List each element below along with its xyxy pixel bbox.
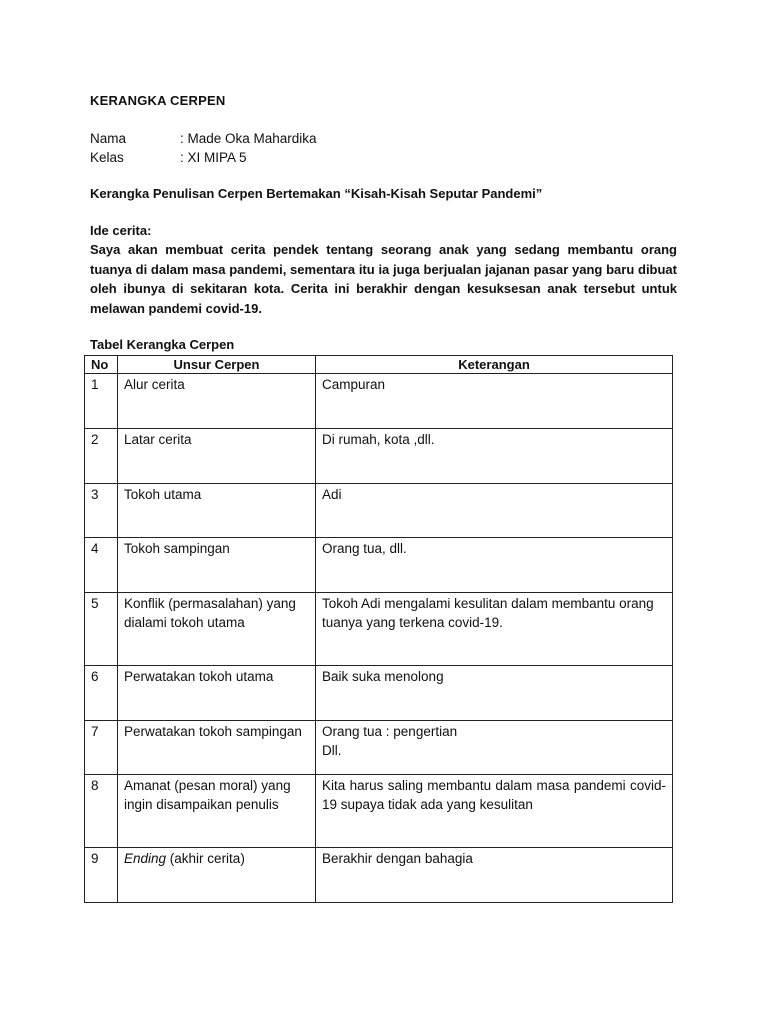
- row-no: 5: [85, 593, 118, 666]
- row-keterangan: Di rumah, kota ,dll.: [316, 429, 673, 484]
- row-no: 6: [85, 666, 118, 721]
- header-keterangan: Keterangan: [316, 356, 673, 374]
- row-unsur: Konflik (permasalahan) yang dialami tokoh utama: [118, 593, 316, 666]
- table-row: [85, 484, 673, 538]
- header-unsur: Unsur Cerpen: [118, 356, 316, 374]
- table-row: [85, 666, 673, 721]
- table-row: [85, 374, 673, 429]
- kelas-label: Kelas: [90, 150, 124, 165]
- table-row: [85, 848, 673, 903]
- row-keterangan: [316, 721, 673, 775]
- row-unsur: Latar cerita: [118, 429, 316, 484]
- nama-label: Nama: [90, 131, 127, 146]
- row-no: 4: [85, 538, 118, 593]
- nama-row: [90, 130, 317, 148]
- ide-cerita-text: Saya akan membuat cerita pendek tentang seorang anak yang sedang membantu orang tuanya di dalam masa pandemi, sementara itu ia juga berjualan jajanan pasar yang baru dibuat oleh ibunya di sekitaran kota. Cerita ini berakhir dengan kesuksesan anak tersebut untuk melawan pandemi covid-19.: [90, 242, 677, 316]
- kerangka-table: [84, 355, 673, 903]
- document-title: KERANGKA CERPEN: [90, 93, 226, 108]
- row-unsur: [118, 848, 316, 903]
- nama-value: : Made Oka Mahardika: [180, 131, 317, 146]
- ide-cerita-label: Ide cerita:: [90, 223, 152, 238]
- row-unsur: Tokoh sampingan: [118, 538, 316, 593]
- row-unsur: Alur cerita: [118, 374, 316, 429]
- row-keterangan: Campuran: [316, 374, 673, 429]
- row-keterangan: Berakhir dengan bahagia: [316, 848, 673, 903]
- row-unsur: Tokoh utama: [118, 484, 316, 538]
- table-row: [85, 721, 673, 775]
- row-unsur: Perwatakan tokoh utama: [118, 666, 316, 721]
- row-keterangan: Adi: [316, 484, 673, 538]
- row-keterangan-line: Orang tua : pengertian: [322, 724, 458, 739]
- theme-heading: Kerangka Penulisan Cerpen Bertemakan “Kisah-Kisah Seputar Pandemi”: [90, 186, 543, 201]
- row-unsur: Amanat (pesan moral) yang ingin disampaikan penulis: [118, 775, 316, 848]
- row-unsur-italic: Ending: [124, 851, 167, 866]
- kelas-value: : XI MIPA 5: [180, 150, 247, 165]
- table-header-row: [85, 356, 673, 374]
- row-keterangan: Baik suka menolong: [316, 666, 673, 721]
- row-keterangan: Kita harus saling membantu dalam masa pandemi covid-19 supaya tidak ada yang kesulitan: [316, 775, 673, 848]
- header-no: No: [85, 356, 118, 374]
- row-no: 2: [85, 429, 118, 484]
- row-no: 1: [85, 374, 118, 429]
- row-unsur-rest: (akhir cerita): [166, 851, 245, 866]
- row-keterangan: Tokoh Adi mengalami kesulitan dalam membantu orang tuanya yang terkena covid-19.: [316, 593, 673, 666]
- table-row: [85, 775, 673, 848]
- row-keterangan: Orang tua, dll.: [316, 538, 673, 593]
- table-caption: Tabel Kerangka Cerpen: [90, 337, 235, 352]
- row-keterangan-line: Dll.: [322, 743, 342, 758]
- table-row: [85, 538, 673, 593]
- row-no: 9: [85, 848, 118, 903]
- kelas-row: [90, 149, 247, 167]
- row-unsur: Perwatakan tokoh sampingan: [118, 721, 316, 775]
- table-row: [85, 429, 673, 484]
- table-row: [85, 593, 673, 666]
- row-no: 8: [85, 775, 118, 848]
- row-no: 7: [85, 721, 118, 775]
- row-no: 3: [85, 484, 118, 538]
